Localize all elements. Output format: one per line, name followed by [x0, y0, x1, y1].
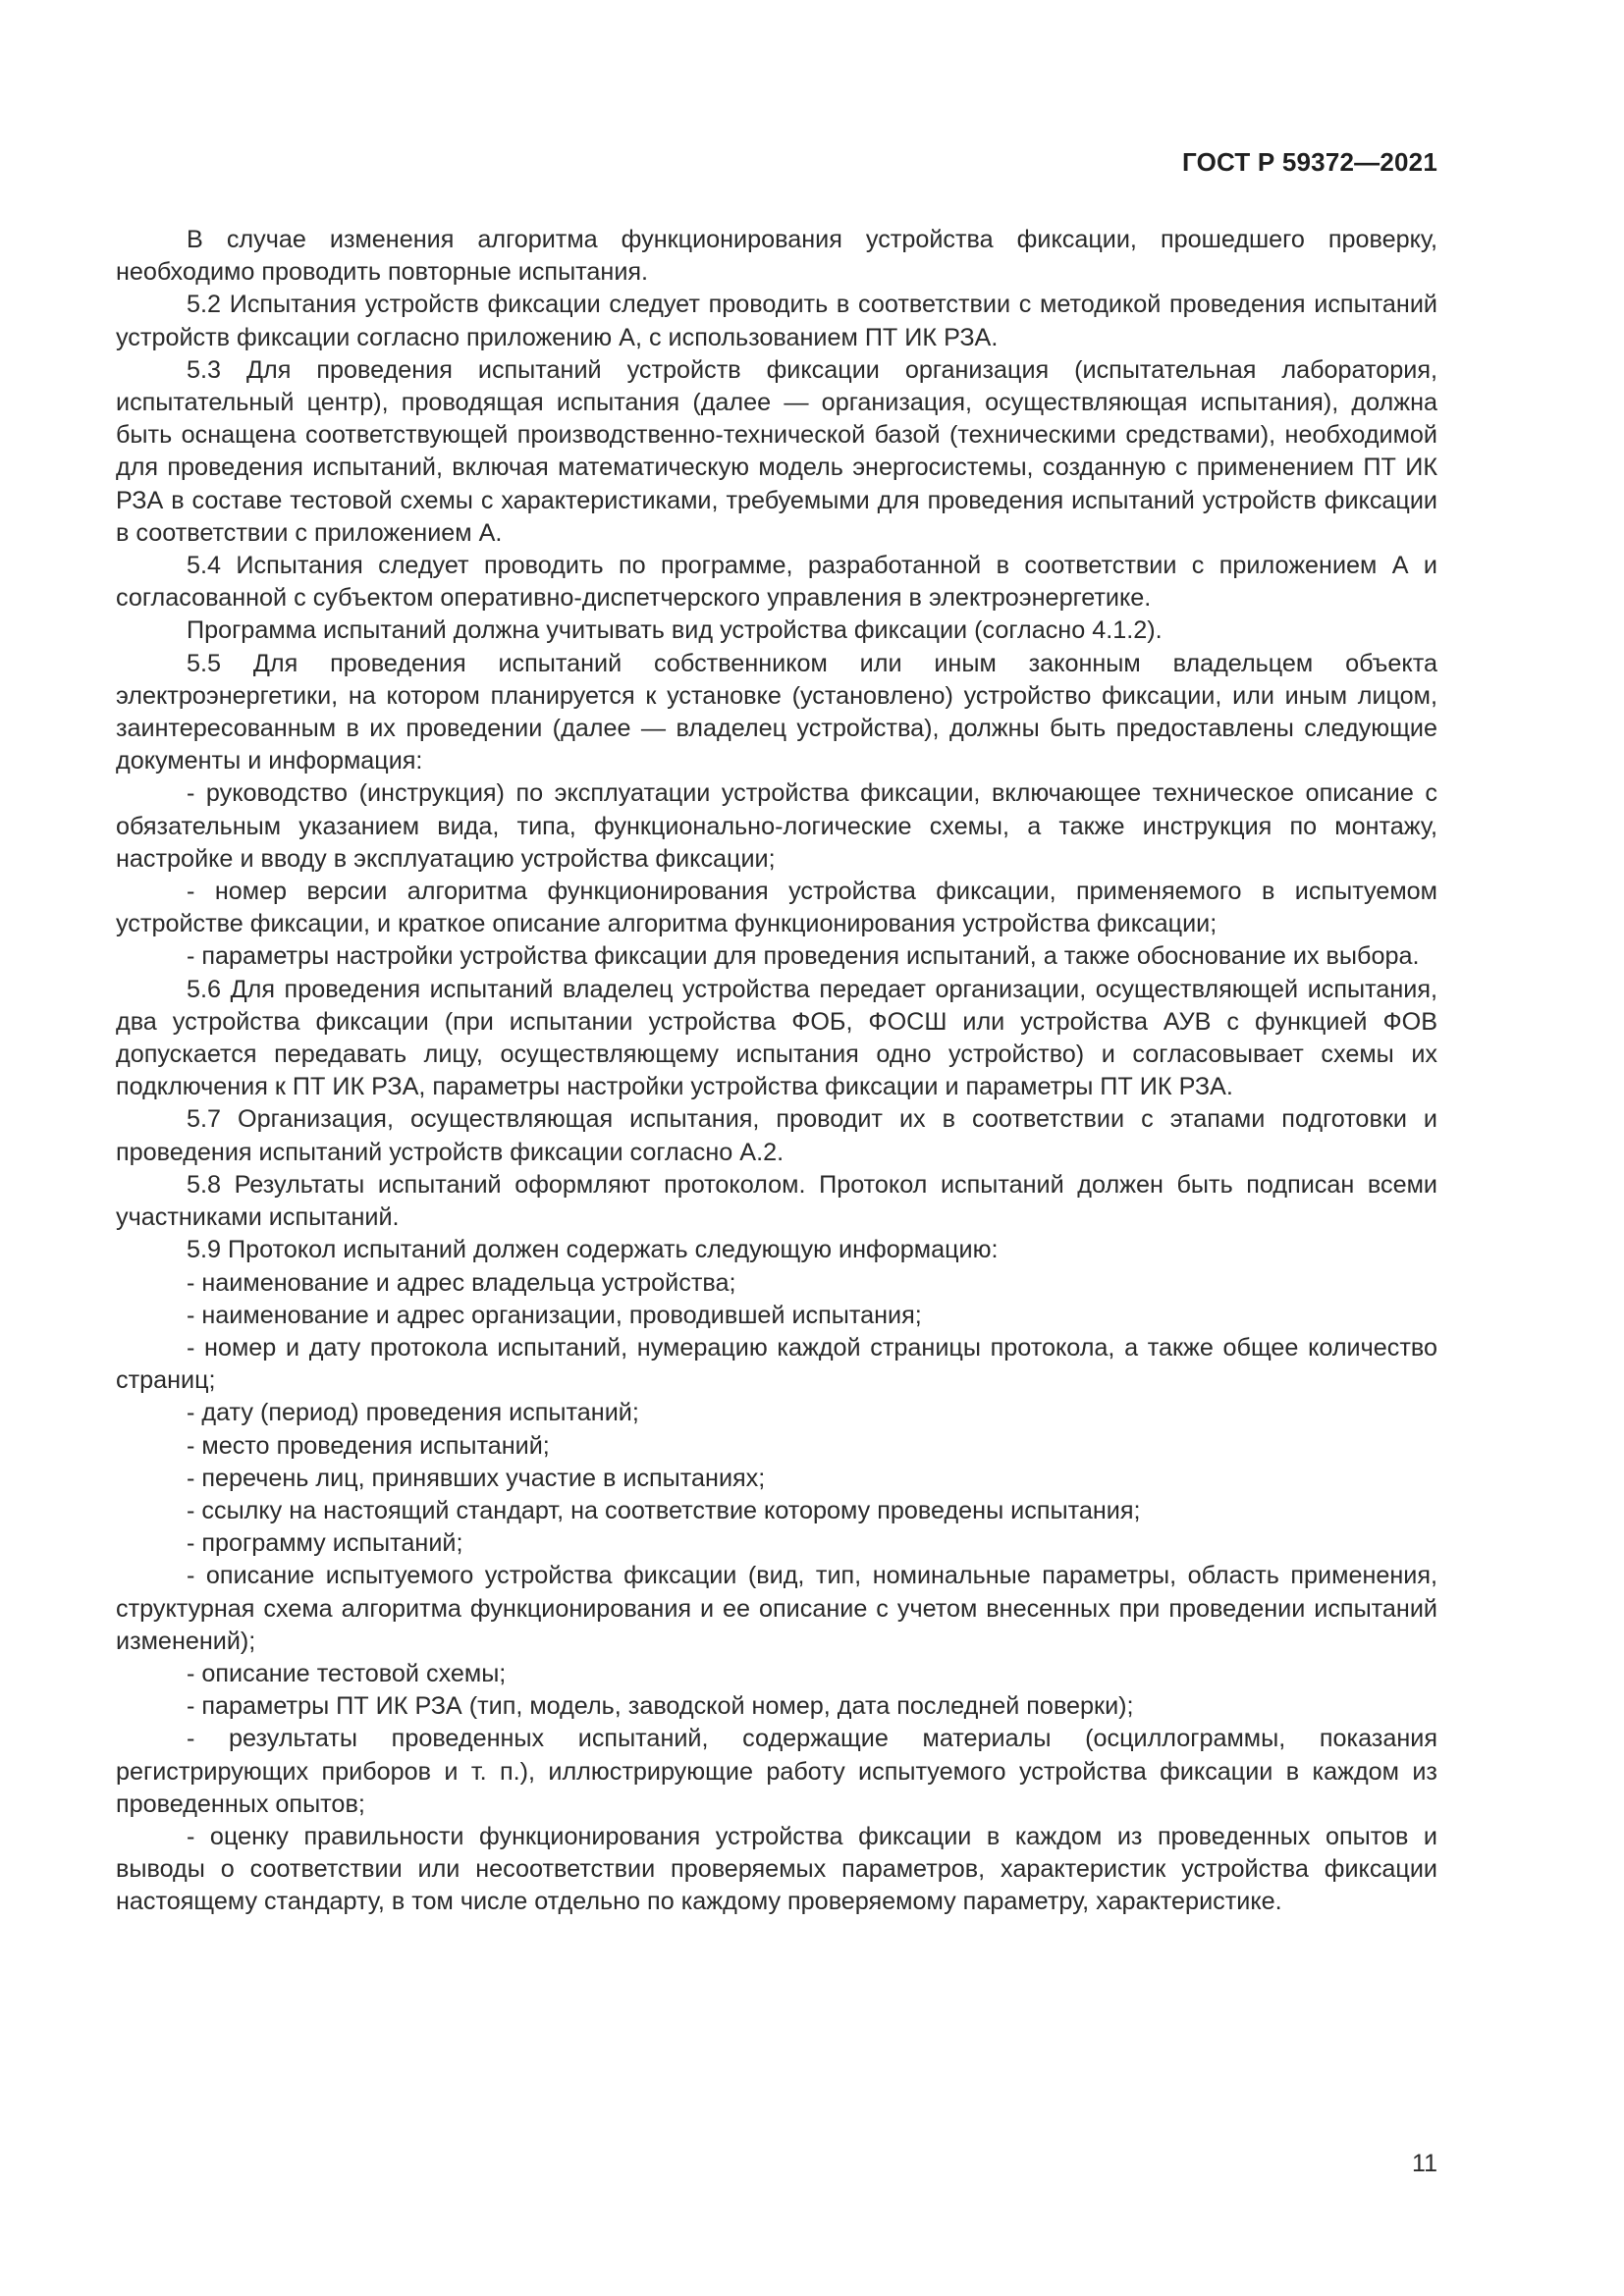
paragraph: 5.7 Организация, осуществляющая испытания, проводит их в соответствии с этапами подготовки и проведения испытаний устройств фиксации согласно А.2. [116, 1105, 1437, 1166]
document-body [116, 224, 1437, 1919]
page-number: 11 [1412, 2150, 1437, 2177]
list-item: - номер и дату протокола испытаний, нумерацию каждой страницы протокола, а также общее количество страниц; [116, 1333, 1437, 1395]
list-item: - оценку правильности функционирования устройства фиксации в каждом из проведенных опытов и выводы о соответствии или несоответствии проверяемых параметров, характеристик устройства фиксации настоящему стандарту, в том числе отдельно по каждому проверяемому параметру, характеристике. [116, 1822, 1437, 1916]
paragraph: В случае изменения алгоритма функционирования устройства фиксации, прошедшего проверку, необходимо проводить повторные испытания. [116, 226, 1437, 287]
list-item: - результаты проведенных испытаний, содержащие материалы (осциллограммы, показания регистрирующих приборов и т. п.), иллюстрирующие работу испытуемого устройства фиксации в каждом из проведенных опытов; [116, 1725, 1437, 1818]
list-item: - параметры настройки устройства фиксации для проведения испытаний, а также обоснование их выбора. [187, 942, 1420, 971]
paragraph: 5.8 Результаты испытаний оформляют протоколом. Протокол испытаний должен быть подписан всеми участниками испытаний. [116, 1170, 1437, 1232]
list-item: - программу испытаний; [187, 1529, 463, 1558]
list-item: - наименование и адрес владельца устройства; [187, 1268, 736, 1297]
list-item: - перечень лиц, принявших участие в испытаниях; [187, 1464, 766, 1492]
paragraph: 5.3 Для проведения испытаний устройств фиксации организация (испытательная лаборатория, испытательный центр), проводящая испытания (далее — организация, осуществляющая испытания), должна быть оснащена соответствующей производственно-технической базой (техническими средствами), необходимой для проведения испытаний, включая математическую модель энергосистемы, созданную с применением ПТ ИК РЗА в составе тестовой схемы с характеристиками, требуемыми для проведения испытаний устройств фиксации в соответствии с приложением А. [116, 355, 1437, 547]
list-item: - место проведения испытаний; [187, 1431, 550, 1460]
paragraph: 5.2 Испытания устройств фиксации следует проводить в соответствии с методикой проведения испытаний устройств фиксации согласно приложению А, с использованием ПТ ИК РЗА. [116, 291, 1437, 351]
list-item: - наименование и адрес организации, проводившей испытания; [187, 1301, 922, 1329]
list-item: - ссылку на настоящий стандарт, на соответствие которому проведены испытания; [187, 1496, 1141, 1524]
list-item: - описание испытуемого устройства фиксации (вид, тип, номинальные параметры, область применения, структурная схема алгоритма функционирования и ее описание с учетом внесенных при проведении испытаний изменений); [116, 1562, 1437, 1655]
list-item: - руководство (инструкция) по эксплуатации устройства фиксации, включающее техническое описание с обязательным указанием вида, типа, функционально-логические схемы, а также инструкция по монтажу, настройке и вводу в эксплуатацию устройства фиксации; [116, 779, 1437, 873]
list-item: - дату (период) проведения испытаний; [187, 1399, 639, 1427]
list-item: - описание тестовой схемы; [187, 1659, 507, 1687]
paragraph: 5.5 Для проведения испытаний собственником или иным законным владельцем объекта электроэнергетики, на котором планируется к установке (установлено) устройство фиксации, или иным лицом, заинтересованным в их проведении (далее — владелец устройства), должны быть предоставлены следующие документы и информация: [116, 649, 1437, 775]
paragraph: 5.9 Протокол испытаний должен содержать следующую информацию: [187, 1236, 999, 1264]
list-item: - параметры ПТ ИК РЗА (тип, модель, заводской номер, дата последней поверки); [187, 1692, 1134, 1721]
paragraph: 5.6 Для проведения испытаний владелец устройства передает организации, осуществляющей испытания, два устройства фиксации (при испытании устройства ФОБ, ФОСШ или устройства АУВ с функцией ФОВ допускается передавать лицу, осуществляющему испытания одно устройство) и согласовывает схемы их подключения к ПТ ИК РЗА, параметры настройки устройства фиксации и параметры ПТ ИК РЗА. [116, 975, 1437, 1101]
paragraph: Программа испытаний должна учитывать вид устройства фиксации (согласно 4.1.2). [187, 616, 1163, 645]
list-item: - номер версии алгоритма функционирования устройства фиксации, применяемого в испытуемом устройстве фиксации, и краткое описание алгоритма функционирования устройства фиксации; [116, 878, 1437, 938]
document-code-header: ГОСТ Р 59372—2021 [1182, 147, 1437, 177]
paragraph: 5.4 Испытания следует проводить по программе, разработанной в соответствии с приложением А и согласованной с субъектом оперативно-диспетчерского управления в электроэнергетике. [116, 552, 1437, 613]
